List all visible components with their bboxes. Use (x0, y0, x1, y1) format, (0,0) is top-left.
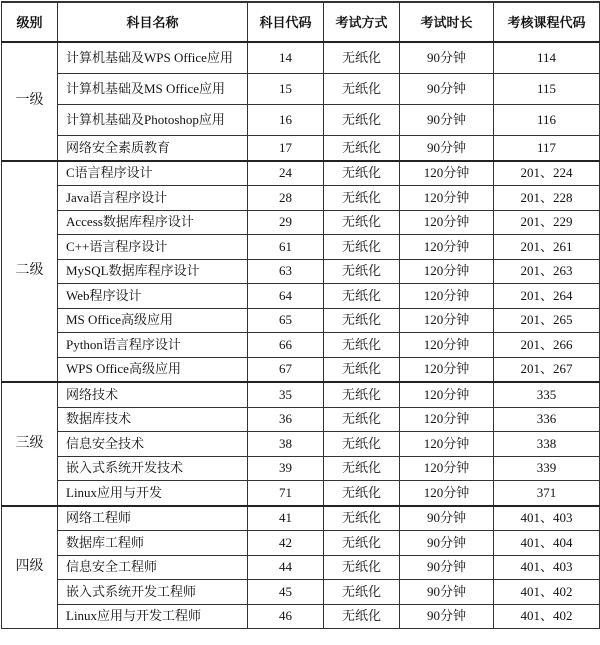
method-cell: 无纸化 (324, 284, 400, 309)
course-cell: 335 (494, 382, 600, 407)
code-cell: 67 (248, 357, 324, 382)
table-row (2, 481, 600, 506)
duration-cell: 120分钟 (400, 259, 494, 284)
header-duration: 考试时长 (400, 2, 494, 42)
table-row (2, 456, 600, 481)
duration-cell: 90分钟 (400, 105, 494, 136)
table-row (2, 308, 600, 333)
method-cell: 无纸化 (324, 186, 400, 211)
code-cell: 35 (248, 382, 324, 407)
duration-cell: 120分钟 (400, 210, 494, 235)
duration-cell: 90分钟 (400, 531, 494, 556)
course-cell: 201、224 (494, 161, 600, 186)
course-cell: 371 (494, 481, 600, 506)
subject-cell: 信息安全技术 (58, 432, 248, 457)
duration-cell: 120分钟 (400, 357, 494, 382)
course-cell: 338 (494, 432, 600, 457)
subject-cell: MySQL数据库程序设计 (58, 259, 248, 284)
method-cell: 无纸化 (324, 432, 400, 457)
table-row (2, 580, 600, 605)
course-cell: 401、402 (494, 604, 600, 629)
duration-cell: 90分钟 (400, 604, 494, 629)
course-cell: 201、266 (494, 333, 600, 358)
course-cell: 114 (494, 42, 600, 74)
method-cell: 无纸化 (324, 456, 400, 481)
method-cell: 无纸化 (324, 407, 400, 432)
subject-cell: 网络技术 (58, 382, 248, 407)
table-row (2, 531, 600, 556)
course-cell: 115 (494, 74, 600, 105)
course-cell: 336 (494, 407, 600, 432)
subject-cell: C语言程序设计 (58, 161, 248, 186)
table-row (2, 259, 600, 284)
code-cell: 15 (248, 74, 324, 105)
table-row (2, 210, 600, 235)
table-row (2, 407, 600, 432)
method-cell: 无纸化 (324, 74, 400, 105)
method-cell: 无纸化 (324, 382, 400, 407)
code-cell: 17 (248, 136, 324, 161)
subject-cell: 嵌入式系统开发技术 (58, 456, 248, 481)
method-cell: 无纸化 (324, 42, 400, 74)
course-cell: 201、261 (494, 235, 600, 260)
method-cell: 无纸化 (324, 308, 400, 333)
code-cell: 65 (248, 308, 324, 333)
code-cell: 44 (248, 555, 324, 580)
method-cell: 无纸化 (324, 506, 400, 531)
header-course: 考核课程代码 (494, 2, 600, 42)
code-cell: 71 (248, 481, 324, 506)
course-cell: 201、264 (494, 284, 600, 309)
method-cell: 无纸化 (324, 580, 400, 605)
course-cell: 201、265 (494, 308, 600, 333)
duration-cell: 120分钟 (400, 456, 494, 481)
table-row (2, 604, 600, 629)
subject-cell: C++语言程序设计 (58, 235, 248, 260)
subject-cell: 计算机基础及Photoshop应用 (58, 105, 248, 136)
course-cell: 201、263 (494, 259, 600, 284)
duration-cell: 120分钟 (400, 308, 494, 333)
header-code: 科目代码 (248, 2, 324, 42)
table-row (2, 136, 600, 161)
course-cell: 117 (494, 136, 600, 161)
table-row (2, 333, 600, 358)
code-cell: 64 (248, 284, 324, 309)
course-cell: 201、267 (494, 357, 600, 382)
table-body (2, 42, 600, 629)
method-cell: 无纸化 (324, 259, 400, 284)
subject-cell: Web程序设计 (58, 284, 248, 309)
table-row (2, 555, 600, 580)
level-cell: 四级 (2, 506, 58, 629)
method-cell: 无纸化 (324, 136, 400, 161)
code-cell: 28 (248, 186, 324, 211)
duration-cell: 120分钟 (400, 333, 494, 358)
duration-cell: 120分钟 (400, 382, 494, 407)
code-cell: 29 (248, 210, 324, 235)
duration-cell: 120分钟 (400, 407, 494, 432)
code-cell: 36 (248, 407, 324, 432)
method-cell: 无纸化 (324, 481, 400, 506)
table-row (2, 161, 600, 186)
duration-cell: 90分钟 (400, 136, 494, 161)
subject-cell: 信息安全工程师 (58, 555, 248, 580)
code-cell: 66 (248, 333, 324, 358)
duration-cell: 90分钟 (400, 74, 494, 105)
method-cell: 无纸化 (324, 357, 400, 382)
code-cell: 24 (248, 161, 324, 186)
table-row (2, 74, 600, 105)
code-cell: 61 (248, 235, 324, 260)
duration-cell: 120分钟 (400, 284, 494, 309)
code-cell: 63 (248, 259, 324, 284)
table-row (2, 105, 600, 136)
subject-cell: 网络工程师 (58, 506, 248, 531)
subject-cell: 网络安全素质教育 (58, 136, 248, 161)
table-row (2, 432, 600, 457)
subject-cell: 嵌入式系统开发工程师 (58, 580, 248, 605)
course-cell: 201、229 (494, 210, 600, 235)
subject-cell: WPS Office高级应用 (58, 357, 248, 382)
subject-cell: Java语言程序设计 (58, 186, 248, 211)
method-cell: 无纸化 (324, 531, 400, 556)
subject-cell: Linux应用与开发工程师 (58, 604, 248, 629)
method-cell: 无纸化 (324, 210, 400, 235)
subject-cell: MS Office高级应用 (58, 308, 248, 333)
table-row (2, 186, 600, 211)
duration-cell: 90分钟 (400, 42, 494, 74)
level-cell: 三级 (2, 382, 58, 506)
duration-cell: 120分钟 (400, 235, 494, 260)
course-cell: 401、402 (494, 580, 600, 605)
table-row (2, 357, 600, 382)
header-level: 级别 (2, 2, 58, 42)
table-row (2, 506, 600, 531)
code-cell: 39 (248, 456, 324, 481)
method-cell: 无纸化 (324, 555, 400, 580)
duration-cell: 120分钟 (400, 432, 494, 457)
code-cell: 46 (248, 604, 324, 629)
table-row (2, 382, 600, 407)
duration-cell: 120分钟 (400, 186, 494, 211)
subject-cell: Python语言程序设计 (58, 333, 248, 358)
code-cell: 45 (248, 580, 324, 605)
duration-cell: 120分钟 (400, 481, 494, 506)
subject-cell: 数据库技术 (58, 407, 248, 432)
level-cell: 一级 (2, 42, 58, 161)
header-method: 考试方式 (324, 2, 400, 42)
course-cell: 339 (494, 456, 600, 481)
duration-cell: 120分钟 (400, 161, 494, 186)
subject-cell: Access数据库程序设计 (58, 210, 248, 235)
table-row (2, 284, 600, 309)
course-cell: 401、404 (494, 531, 600, 556)
table-row (2, 42, 600, 74)
method-cell: 无纸化 (324, 333, 400, 358)
method-cell: 无纸化 (324, 105, 400, 136)
level-cell: 二级 (2, 161, 58, 383)
method-cell: 无纸化 (324, 161, 400, 186)
course-cell: 401、403 (494, 506, 600, 531)
exam-subjects-table (1, 1, 600, 629)
code-cell: 38 (248, 432, 324, 457)
code-cell: 42 (248, 531, 324, 556)
subject-cell: Linux应用与开发 (58, 481, 248, 506)
subject-cell: 数据库工程师 (58, 531, 248, 556)
code-cell: 14 (248, 42, 324, 74)
header-subject: 科目名称 (58, 2, 248, 42)
duration-cell: 90分钟 (400, 580, 494, 605)
table-row (2, 235, 600, 260)
method-cell: 无纸化 (324, 604, 400, 629)
code-cell: 16 (248, 105, 324, 136)
subject-cell: 计算机基础及MS Office应用 (58, 74, 248, 105)
course-cell: 116 (494, 105, 600, 136)
course-cell: 201、228 (494, 186, 600, 211)
code-cell: 41 (248, 506, 324, 531)
header-row (2, 2, 600, 42)
duration-cell: 90分钟 (400, 555, 494, 580)
course-cell: 401、403 (494, 555, 600, 580)
method-cell: 无纸化 (324, 235, 400, 260)
subject-cell: 计算机基础及WPS Office应用 (58, 42, 248, 74)
duration-cell: 90分钟 (400, 506, 494, 531)
